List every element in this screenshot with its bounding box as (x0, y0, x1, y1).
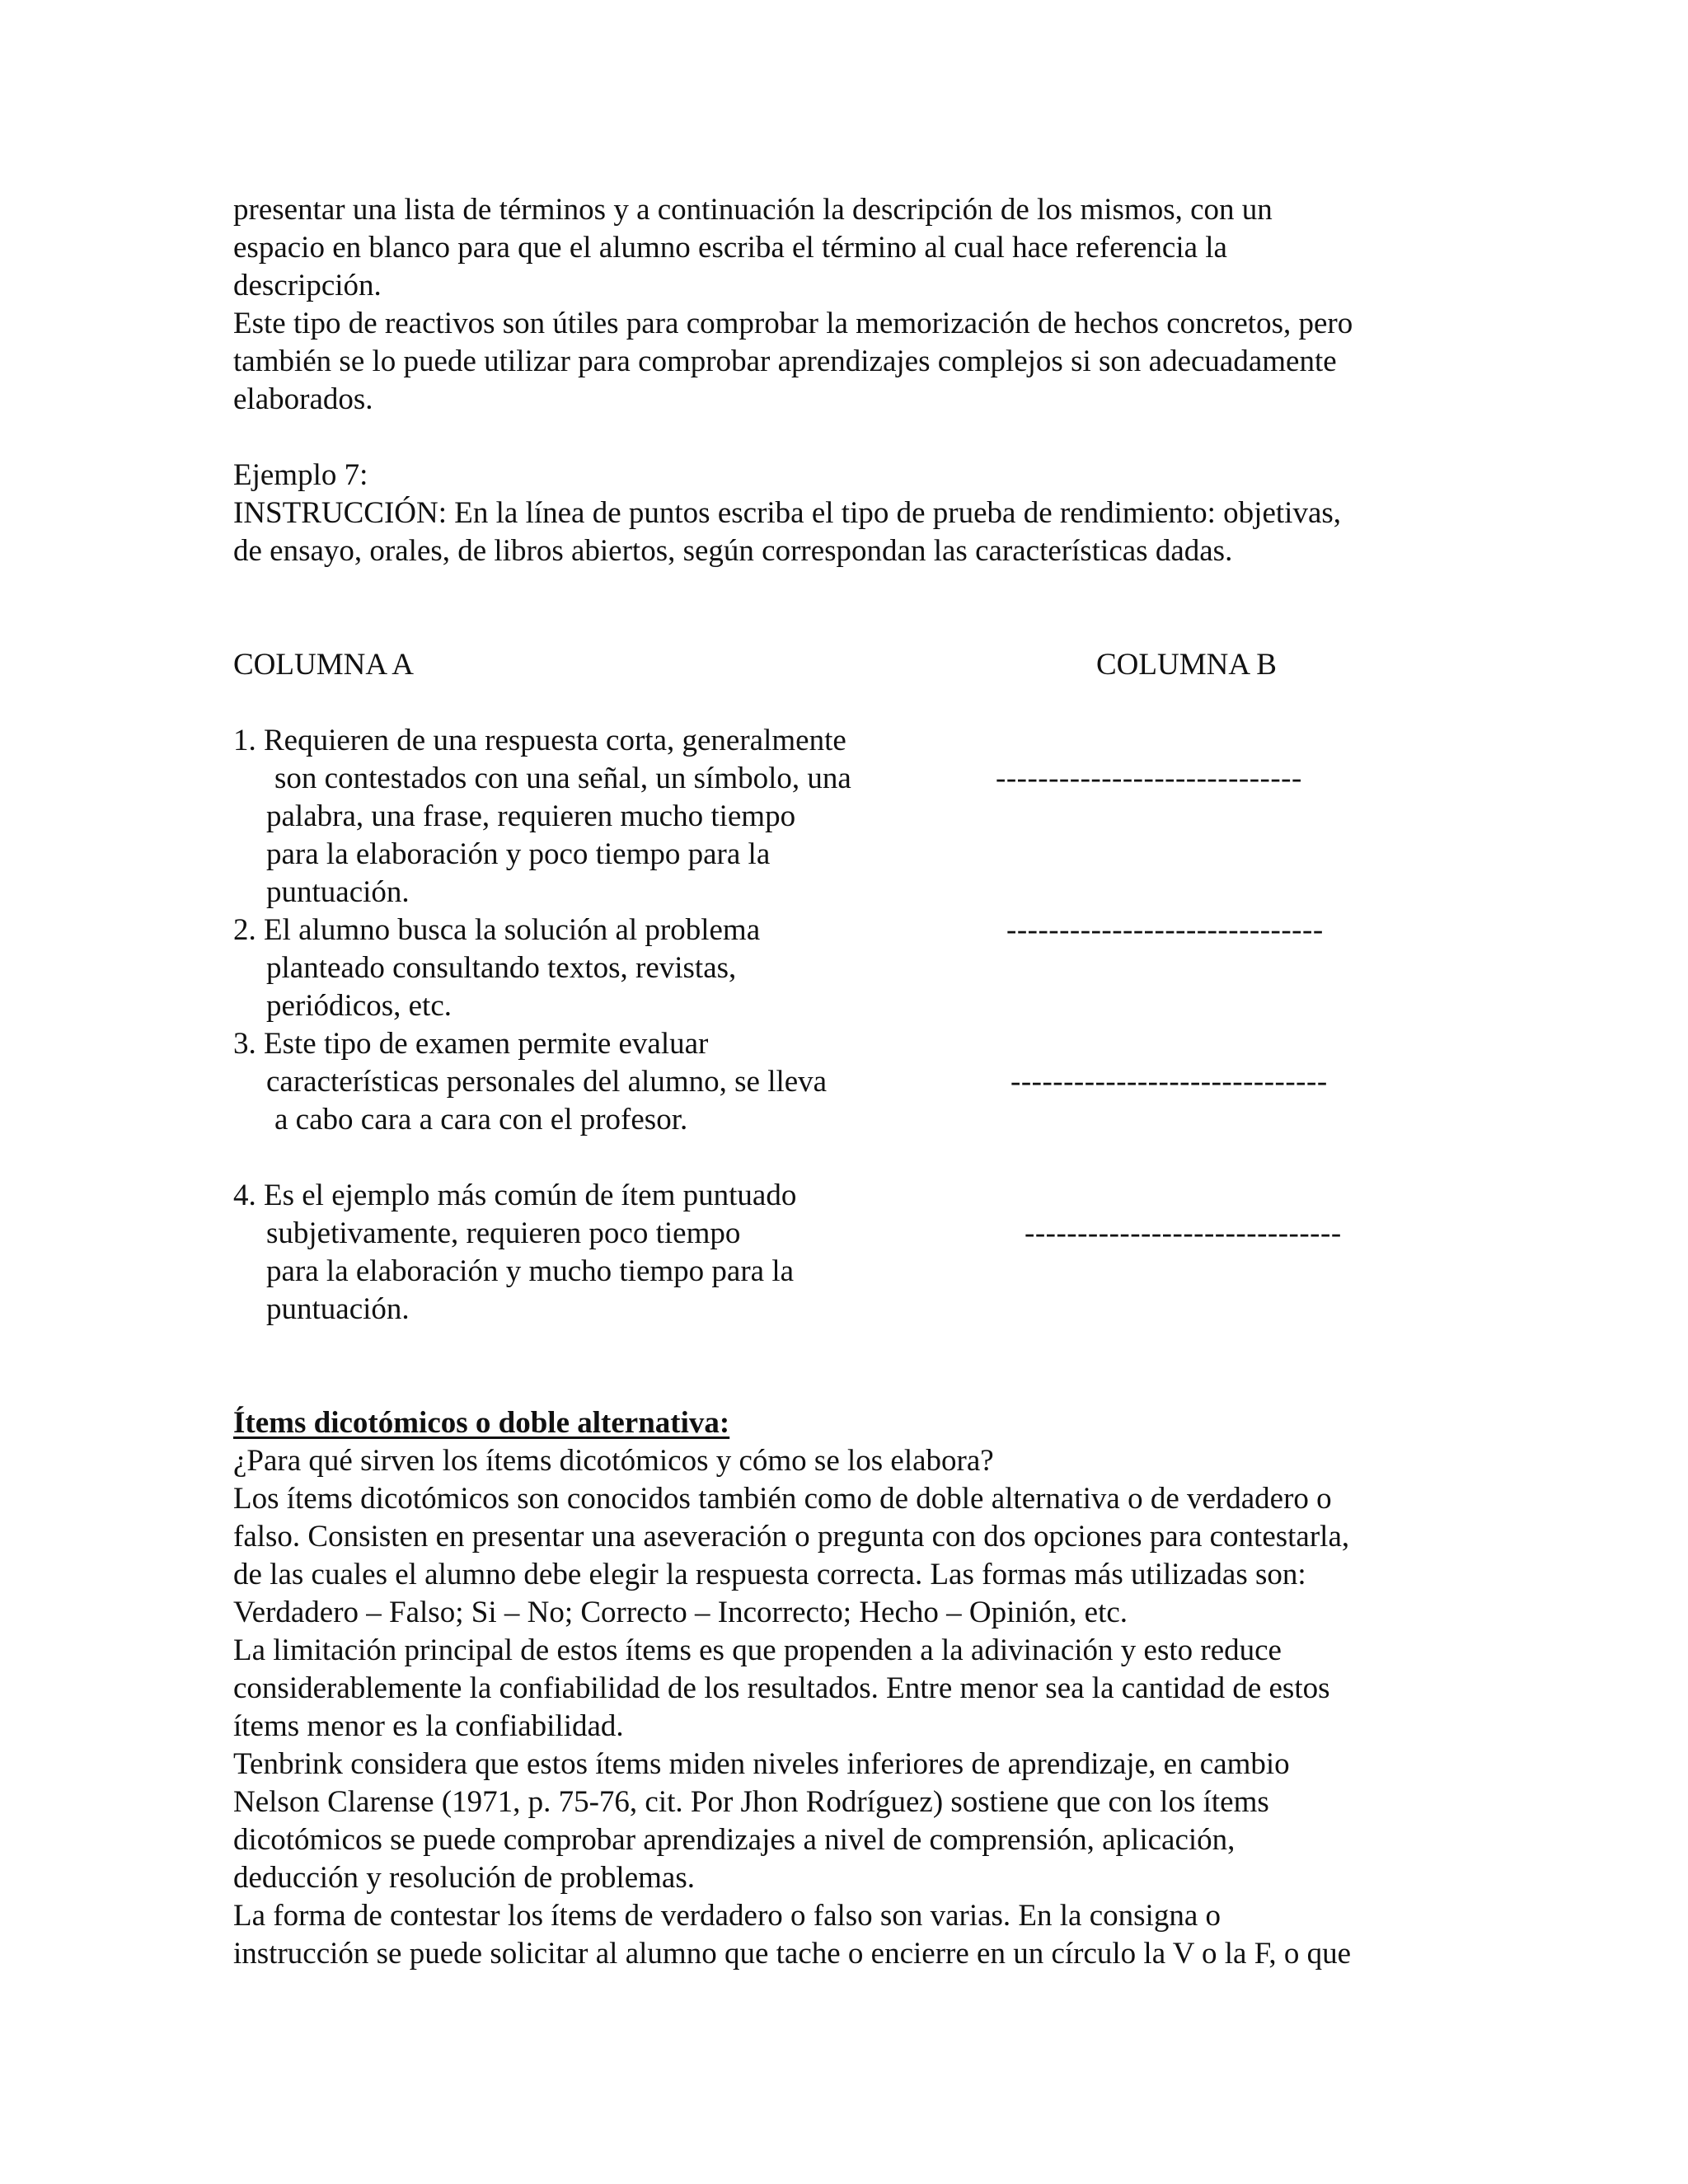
section-line: instrucción se puede solicitar al alumno que tache o encierre en un círculo la V o la F, o que (233, 1937, 1351, 1971)
item-2-line: 2. El alumno busca la solución al problema (233, 913, 761, 947)
intro-line: presentar una lista de términos y a continuación la descripción de los mismos, con un (233, 193, 1273, 227)
section-line: de las cuales el alumno debe elegir la respuesta correcta. Las formas más utilizadas son: (233, 1558, 1306, 1591)
document-page (233, 0, 1470, 2184)
intro-line: también se lo puede utilizar para comprobar aprendizajes complejos si son adecuadamente (233, 344, 1337, 378)
section-line: dicotómicos se puede comprobar aprendizajes a nivel de comprensión, aplicación, (233, 1823, 1236, 1857)
section-heading: Ítems dicotómicos o doble alternativa: (233, 1406, 730, 1440)
item-4-line: puntuación. (266, 1292, 410, 1326)
item-1-answer-blank[interactable]: ----------------------------- (996, 762, 1302, 795)
item-4-answer-blank[interactable]: ------------------------------ (1025, 1216, 1342, 1250)
section-line: deducción y resolución de problemas. (233, 1861, 695, 1895)
item-1-line: 1. Requieren de una respuesta corta, generalmente (233, 724, 846, 757)
item-2-line: planteado consultando textos, revistas, (266, 951, 737, 985)
column-b-header: COLUMNA B (1096, 648, 1277, 682)
item-3-line: 3. Este tipo de examen permite evaluar (233, 1027, 709, 1061)
section-line: ítems menor es la confiabilidad. (233, 1709, 624, 1743)
item-1-line: puntuación. (266, 875, 410, 909)
instruction-line: de ensayo, orales, de libros abiertos, según correspondan las características dadas. (233, 534, 1233, 568)
section-line: falso. Consisten en presentar una aseveración o pregunta con dos opciones para contestarla, (233, 1520, 1350, 1554)
intro-line: elaborados. (233, 382, 373, 416)
section-line: Nelson Clarense (1971, p. 75-76, cit. Por Jhon Rodríguez) sostiene que con los ítems (233, 1785, 1269, 1819)
item-1-line: palabra, una frase, requieren mucho tiempo (266, 799, 796, 833)
section-line: Los ítems dicotómicos son conocidos también como de doble alternativa o de verdadero o (233, 1482, 1332, 1516)
section-line: La limitación principal de estos ítems es que propenden a la adivinación y esto reduce (233, 1633, 1282, 1667)
item-4-line: subjetivamente, requieren poco tiempo (266, 1216, 741, 1250)
item-1-line: son contestados con una señal, un símbolo, una (274, 762, 851, 795)
item-2-line: periódicos, etc. (266, 989, 452, 1023)
instruction-line: INSTRUCCIÓN: En la línea de puntos escriba el tipo de prueba de rendimiento: objetivas, (233, 496, 1342, 530)
item-4-line: 4. Es el ejemplo más común de ítem puntuado (233, 1179, 797, 1212)
section-line: Verdadero – Falso; Si – No; Correcto – Incorrecto; Hecho – Opinión, etc. (233, 1596, 1128, 1629)
item-3-line: características personales del alumno, se lleva (266, 1065, 828, 1099)
item-3-line: a cabo cara a cara con el profesor. (274, 1103, 688, 1137)
intro-line: descripción. (233, 269, 382, 302)
intro-line: espacio en blanco para que el alumno escriba el término al cual hace referencia la (233, 231, 1227, 265)
section-line: La forma de contestar los ítems de verdadero o falso son varias. En la consigna o (233, 1899, 1221, 1933)
example-title: Ejemplo 7: (233, 458, 368, 492)
item-3-answer-blank[interactable]: ------------------------------ (1010, 1065, 1328, 1099)
item-1-line: para la elaboración y poco tiempo para la (266, 837, 771, 871)
section-line: Tenbrink considera que estos ítems miden niveles inferiores de aprendizaje, en cambio (233, 1747, 1290, 1781)
intro-line: Este tipo de reactivos son útiles para comprobar la memorización de hechos concretos, pero (233, 307, 1353, 340)
column-a-header: COLUMNA A (233, 648, 414, 682)
section-line: ¿Para qué sirven los ítems dicotómicos y cómo se los elabora? (233, 1444, 994, 1478)
item-2-answer-blank[interactable]: ------------------------------ (1006, 913, 1324, 947)
section-line: considerablemente la confiabilidad de los resultados. Entre menor sea la cantidad de estos (233, 1671, 1330, 1705)
item-4-line: para la elaboración y mucho tiempo para la (266, 1254, 795, 1288)
